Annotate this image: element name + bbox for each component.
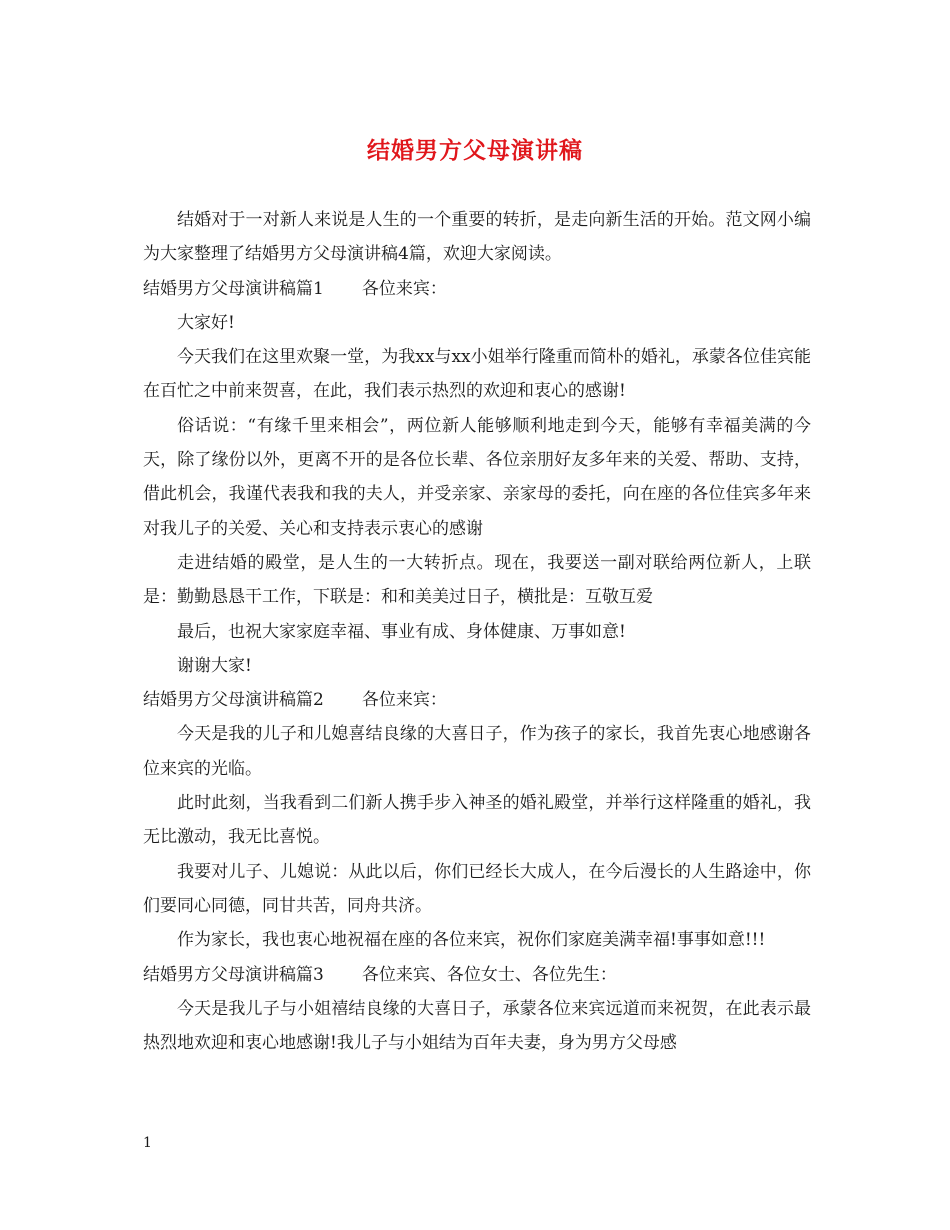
- section-title: 结婚男方父母演讲稿篇1: [143, 278, 324, 299]
- section-heading: [143, 958, 811, 992]
- paragraph: 谢谢大家!: [177, 655, 252, 676]
- section-title: 结婚男方父母演讲稿篇3: [143, 964, 324, 985]
- paragraph: 作为家长，我也衷心地祝福在座的各位来宾，祝你们家庭美满幸福!事事如意!!!: [177, 930, 766, 951]
- paragraph: 此时此刻，当我看到二们新人携手步入神圣的婚礼殿堂，并举行这样隆重的婚礼，我无比激动，我无比喜悦。: [143, 793, 811, 848]
- paragraph: 今天是我的儿子和儿媳喜结良缘的大喜日子，作为孩子的家长，我首先衷心地感谢各位来宾的光临。: [143, 724, 811, 779]
- intro-paragraph: 结婚对于一对新人来说是人生的一个重要的转折，是走向新生活的开始。范文网小编为大家整理了结婚男方父母演讲稿4篇，欢迎大家阅读。: [143, 210, 811, 265]
- document-title: 结婚男方父母演讲稿: [367, 137, 583, 164]
- paragraph: 大家好!: [177, 312, 235, 333]
- paragraph: 今天我们在这里欢聚一堂，为我xx与xx小姐举行隆重而简朴的婚礼，承蒙各位佳宾能在百忙之中前来贺喜，在此，我们表示热烈的欢迎和衷心的感谢!: [143, 347, 811, 402]
- paragraph: 俗话说：“有缘千里来相会”，两位新人能够顺利地走到今天，能够有幸福美满的今天，除了缘份以外，更离不开的是各位长辈、各位亲朋好友多年来的关爱、帮助、支持，借此机会，我谨代表我和我的夫人，并受亲家、亲家母的委托，向在座的各位佳宾多年来对我儿子的关爱、关心和支持表示衷心的感谢: [143, 415, 811, 539]
- paragraph: 我要对儿子、儿媳说：从此以后，你们已经长大成人，在今后漫长的人生路途中，你们要同心同德，同甘共苦，同舟共济。: [143, 861, 811, 916]
- page-number: 1: [143, 1135, 152, 1151]
- paragraph: 最后，也祝大家家庭幸福、事业有成、身体健康、万事如意!: [177, 621, 626, 642]
- document-body: [143, 203, 811, 1060]
- section-salutation: 各位来宾：: [361, 690, 447, 711]
- section-heading: [143, 683, 811, 717]
- paragraph: 走进结婚的殿堂，是人生的一大转折点。现在，我要送一副对联给两位新人，上联是：勤勤恳恳干工作，下联是：和和美美过日子，横批是：互敬互爱: [143, 552, 811, 608]
- section-salutation: 各位来宾：: [361, 278, 447, 299]
- section-salutation: 各位来宾、各位女士、各位先生：: [361, 964, 617, 985]
- section-title: 结婚男方父母演讲稿篇2: [143, 690, 324, 711]
- section-heading: [143, 272, 811, 306]
- paragraph: 今天是我儿子与小姐禧结良缘的大喜日子，承蒙各位来宾远道而来祝贺，在此表示最热烈地欢迎和衷心地感谢!我儿子与小姐结为百年夫妻，身为男方父母感: [143, 998, 811, 1054]
